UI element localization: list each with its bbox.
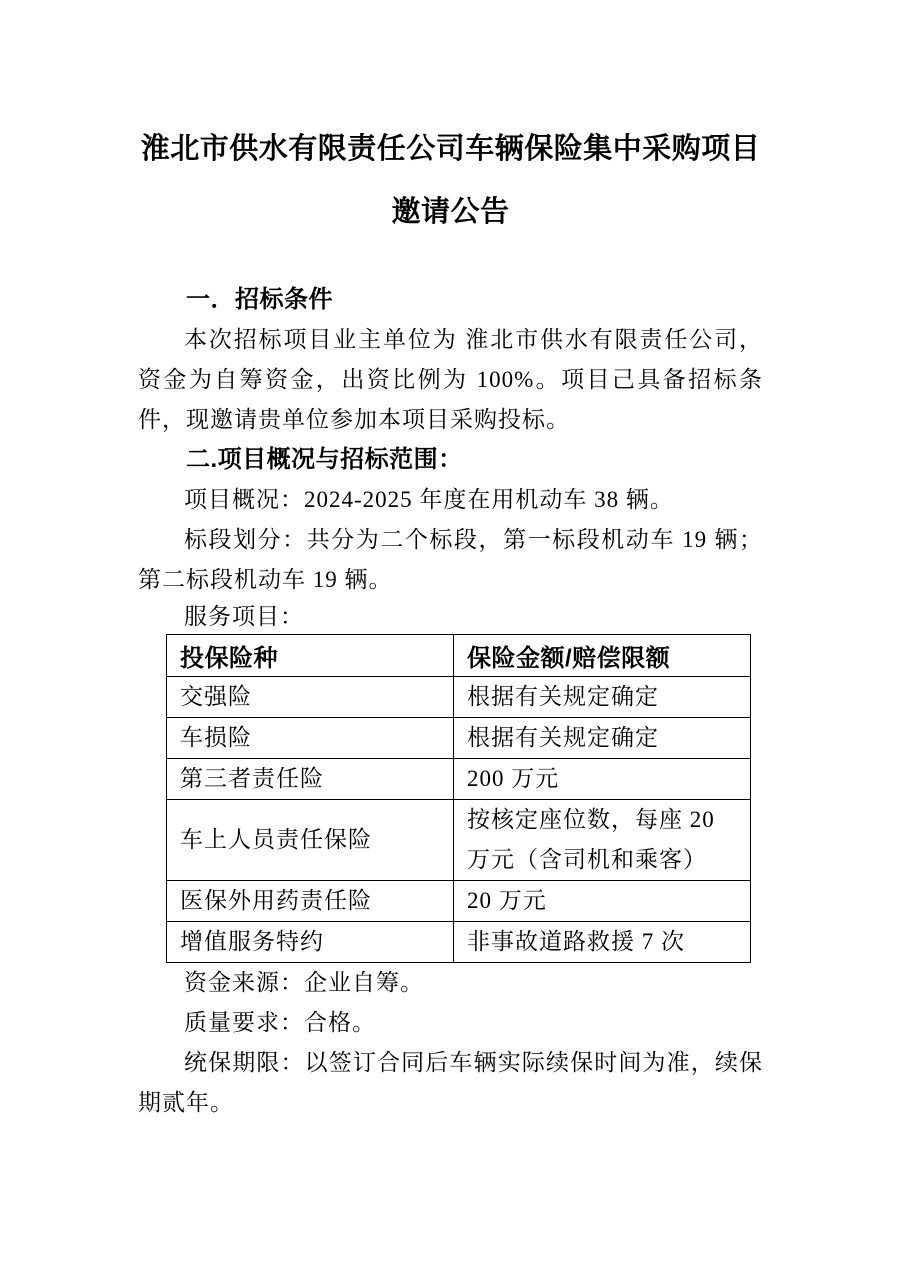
insurance-amount-cell: 非事故道路救援 7 次 (454, 922, 751, 963)
insurance-type-cell: 增值服务特约 (167, 922, 454, 963)
service-items-label: 服务项目： (184, 604, 304, 629)
table-header-insurance-type: 投保险种 (167, 635, 454, 677)
table-row (167, 718, 751, 759)
insurance-type-cell: 第三者责任险 (167, 759, 454, 800)
insurance-amount-cell: 20 万元 (454, 881, 751, 922)
section2-heading: 二.项目概况与招标范围： (186, 446, 463, 473)
insurance-type-cell: 交强险 (167, 677, 454, 718)
insurance-amount-cell: 200 万元 (454, 759, 751, 800)
table-header-row (167, 635, 751, 677)
insurance-type-cell: 车损险 (167, 718, 454, 759)
document-title-line1: 淮北市供水有限责任公司车辆保险集中采购项目 (140, 133, 761, 165)
funding-source-line: 资金来源：企业自筹。 (184, 970, 424, 995)
table-row (167, 677, 751, 718)
project-overview-line: 项目概况：2024-2025 年度在用机动车 38 辆。 (184, 487, 674, 512)
insurance-period-line: 统保期限：以签订合同后车辆实际续保时间为准，续保期贰年。 (138, 1050, 763, 1115)
document-title-line2: 邀请公告 (391, 196, 510, 228)
section1-paragraph: 本次招标项目业主单位为 淮北市供水有限责任公司，资金为自筹资金，出资比例为 100%。项目己具备招标条件，现邀请贵单位参加本项目采购投标。 (138, 327, 763, 432)
section1-heading: 一．招标条件 (186, 286, 333, 313)
insurance-amount-cell: 根据有关规定确定 (454, 677, 751, 718)
table-row (167, 881, 751, 922)
table-row (167, 800, 751, 881)
quality-requirement-line: 质量要求：合格。 (184, 1010, 376, 1035)
insurance-type-cell: 车上人员责任保险 (167, 800, 454, 881)
insurance-amount-cell: 按核定座位数，每座 20 万元（含司机和乘客） (454, 800, 751, 881)
insurance-amount-cell: 根据有关规定确定 (454, 718, 751, 759)
lot-division-line: 标段划分：共分为二个标段，第一标段机动车 19 辆；第二标段机动车 19 辆。 (138, 527, 763, 592)
table-header-amount-limit: 保险金额/赔偿限额 (454, 635, 751, 677)
table-row (167, 922, 751, 963)
table-row (167, 759, 751, 800)
insurance-type-cell: 医保外用药责任险 (167, 881, 454, 922)
insurance-coverage-table (166, 634, 751, 963)
